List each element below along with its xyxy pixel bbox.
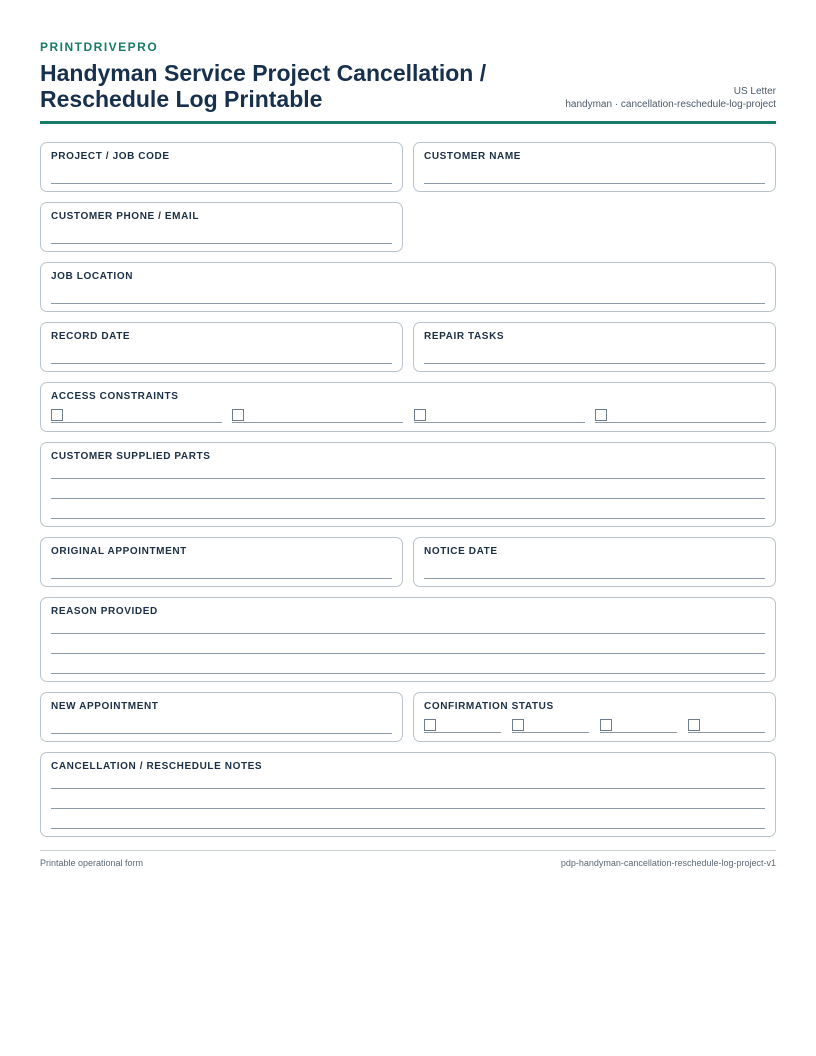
customer-supplied-parts-input-line[interactable]: [51, 518, 765, 519]
customer-name-input-line[interactable]: [424, 183, 765, 184]
access-constraints-field: [40, 382, 776, 432]
record-date-input-line[interactable]: [51, 363, 392, 364]
footer-divider: [40, 850, 776, 851]
original-appointment-label: ORIGINAL APPOINTMENT: [51, 546, 187, 557]
checkbox[interactable]: [595, 409, 607, 421]
option-input-line[interactable]: [512, 732, 589, 733]
original-appointment-input-line[interactable]: [51, 578, 392, 579]
job-location-field: [40, 262, 776, 312]
form-id: pdp-handyman-cancellation-reschedule-log-project-v1: [560, 858, 776, 868]
option-input-line[interactable]: [414, 422, 585, 423]
customer-phone-email-field: [40, 202, 403, 252]
repair-tasks-label: REPAIR TASKS: [424, 331, 505, 342]
page-title: Handyman Service Project Cancellation / Reschedule Log Printable: [40, 60, 487, 112]
reason-provided-label: REASON PROVIDED: [51, 606, 158, 617]
checkbox[interactable]: [512, 719, 524, 731]
checkbox[interactable]: [688, 719, 700, 731]
notice-date-field: [413, 537, 776, 587]
option-input-line[interactable]: [424, 732, 501, 733]
notice-date-label: NOTICE DATE: [424, 546, 498, 557]
document-slug: handyman · cancellation-reschedule-log-project: [565, 99, 776, 110]
checkbox[interactable]: [600, 719, 612, 731]
project-job-code-label: PROJECT / JOB CODE: [51, 151, 170, 162]
option-input-line[interactable]: [595, 422, 766, 423]
notice-date-input-line[interactable]: [424, 578, 765, 579]
footer-description: Printable operational form: [40, 858, 144, 868]
confirmation-status-option: [424, 717, 501, 733]
confirmation-status-option: [600, 717, 677, 733]
checkbox[interactable]: [51, 409, 63, 421]
reason-provided-input-line[interactable]: [51, 673, 765, 674]
reason-provided-input-line[interactable]: [51, 653, 765, 654]
confirmation-status-field: [413, 692, 776, 742]
notes-label: CANCELLATION / RESCHEDULE NOTES: [51, 761, 263, 772]
notes-input-line[interactable]: [51, 788, 765, 789]
confirmation-status-label: CONFIRMATION STATUS: [424, 701, 554, 712]
header-divider: [40, 121, 776, 124]
option-input-line[interactable]: [688, 732, 765, 733]
checkbox[interactable]: [414, 409, 426, 421]
confirmation-status-option: [688, 717, 765, 733]
job-location-input-line[interactable]: [51, 303, 765, 304]
cancellation-reschedule-notes-field: [40, 752, 776, 837]
customer-supplied-parts-input-line[interactable]: [51, 478, 765, 479]
notes-input-line[interactable]: [51, 828, 765, 829]
record-date-field: [40, 322, 403, 372]
access-constraint-option: [595, 407, 766, 423]
access-constraints-label: ACCESS CONSTRAINTS: [51, 391, 179, 402]
reason-provided-field: [40, 597, 776, 682]
customer-name-label: CUSTOMER NAME: [424, 151, 522, 162]
original-appointment-field: [40, 537, 403, 587]
new-appointment-label: NEW APPOINTMENT: [51, 701, 159, 712]
notes-input-line[interactable]: [51, 808, 765, 809]
project-job-code-field: [40, 142, 403, 192]
checkbox[interactable]: [424, 719, 436, 731]
customer-name-field: [413, 142, 776, 192]
customer-supplied-parts-field: [40, 442, 776, 527]
record-date-label: RECORD DATE: [51, 331, 131, 342]
new-appointment-field: [40, 692, 403, 742]
access-constraint-option: [414, 407, 585, 423]
checkbox[interactable]: [232, 409, 244, 421]
access-constraint-option: [232, 407, 403, 423]
new-appointment-input-line[interactable]: [51, 733, 392, 734]
customer-phone-email-input-line[interactable]: [51, 243, 392, 244]
brand-name: PRINTDRIVEPRO: [40, 40, 159, 54]
paper-size: US Letter: [733, 86, 776, 97]
confirmation-status-option: [512, 717, 589, 733]
customer-phone-email-label: CUSTOMER PHONE / EMAIL: [51, 211, 200, 222]
option-input-line[interactable]: [232, 422, 403, 423]
repair-tasks-field: [413, 322, 776, 372]
repair-tasks-input-line[interactable]: [424, 363, 765, 364]
customer-supplied-parts-input-line[interactable]: [51, 498, 765, 499]
job-location-label: JOB LOCATION: [51, 271, 134, 282]
document-meta: [565, 85, 776, 111]
option-input-line[interactable]: [51, 422, 222, 423]
project-job-code-input-line[interactable]: [51, 183, 392, 184]
access-constraint-option: [51, 407, 222, 423]
customer-supplied-parts-label: CUSTOMER SUPPLIED PARTS: [51, 451, 211, 462]
option-input-line[interactable]: [600, 732, 677, 733]
reason-provided-input-line[interactable]: [51, 633, 765, 634]
